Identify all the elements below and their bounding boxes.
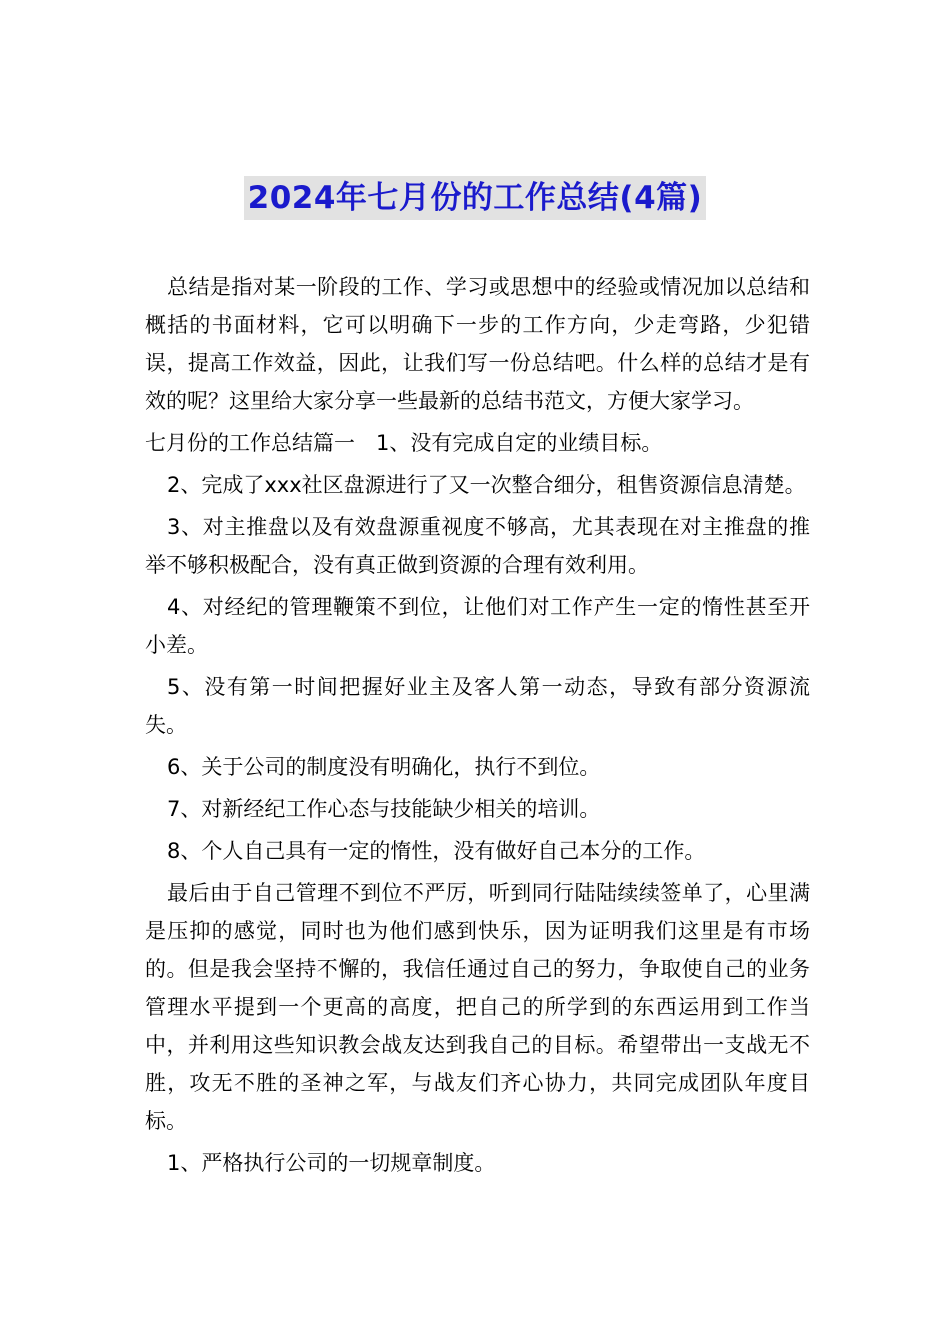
list-item: 7、对新经纪工作心态与技能缺少相关的培训。 <box>167 797 601 821</box>
list-item: 4、对经纪的管理鞭策不到位，让他们对工作产生一定的惰性甚至开小差。 <box>145 595 810 657</box>
list-item: 5、没有第一时间把握好业主及客人第一动态，导致有部分资源流失。 <box>145 675 810 737</box>
section-heading: 七月份的工作总结篇一 1、没有完成自定的业绩目标。 <box>145 431 663 455</box>
intro-paragraph: 总结是指对某一阶段的工作、学习或思想中的经验或情况加以总结和概括的书面材料，它可以明确下一步的工作方向，少走弯路，少犯错误，提高工作效益，因此，让我们写一份总结吧。什么样的总结才是有效的呢？这里给大家分享一些最新的总结书范文，方便大家学习。 <box>145 275 810 413</box>
document-title: 2024年七月份的工作总结(4篇) <box>244 176 707 220</box>
closing-paragraph: 最后由于自己管理不到位不严厉，听到同行陆陆续续签单了，心里满是压抑的感觉，同时也为他们感到快乐，因为证明我们这里是有市场的。但是我会坚持不懈的，我信任通过自己的努力，争取使自己的业务管理水平提到一个更高的高度，把自己的所学到的东西运用到工作当中，并利用这些知识教会战友达到我自己的目标。希望带出一支战无不胜，攻无不胜的圣神之军，与战友们齐心协力，共同完成团队年度目标。 <box>145 881 810 1133</box>
plan-item: 1、严格执行公司的一切规章制度。 <box>167 1151 496 1175</box>
list-item: 6、关于公司的制度没有明确化，执行不到位。 <box>167 755 601 779</box>
list-item: 2、完成了xxx社区盘源进行了又一次整合细分，租售资源信息清楚。 <box>167 473 806 497</box>
list-item: 3、对主推盘以及有效盘源重视度不够高，尤其表现在对主推盘的推举不够积极配合，没有真正做到资源的合理有效利用。 <box>145 515 810 577</box>
document-body <box>145 268 810 1186</box>
list-item: 8、个人自己具有一定的惰性，没有做好自己本分的工作。 <box>167 839 706 863</box>
title-wrap <box>0 176 950 220</box>
